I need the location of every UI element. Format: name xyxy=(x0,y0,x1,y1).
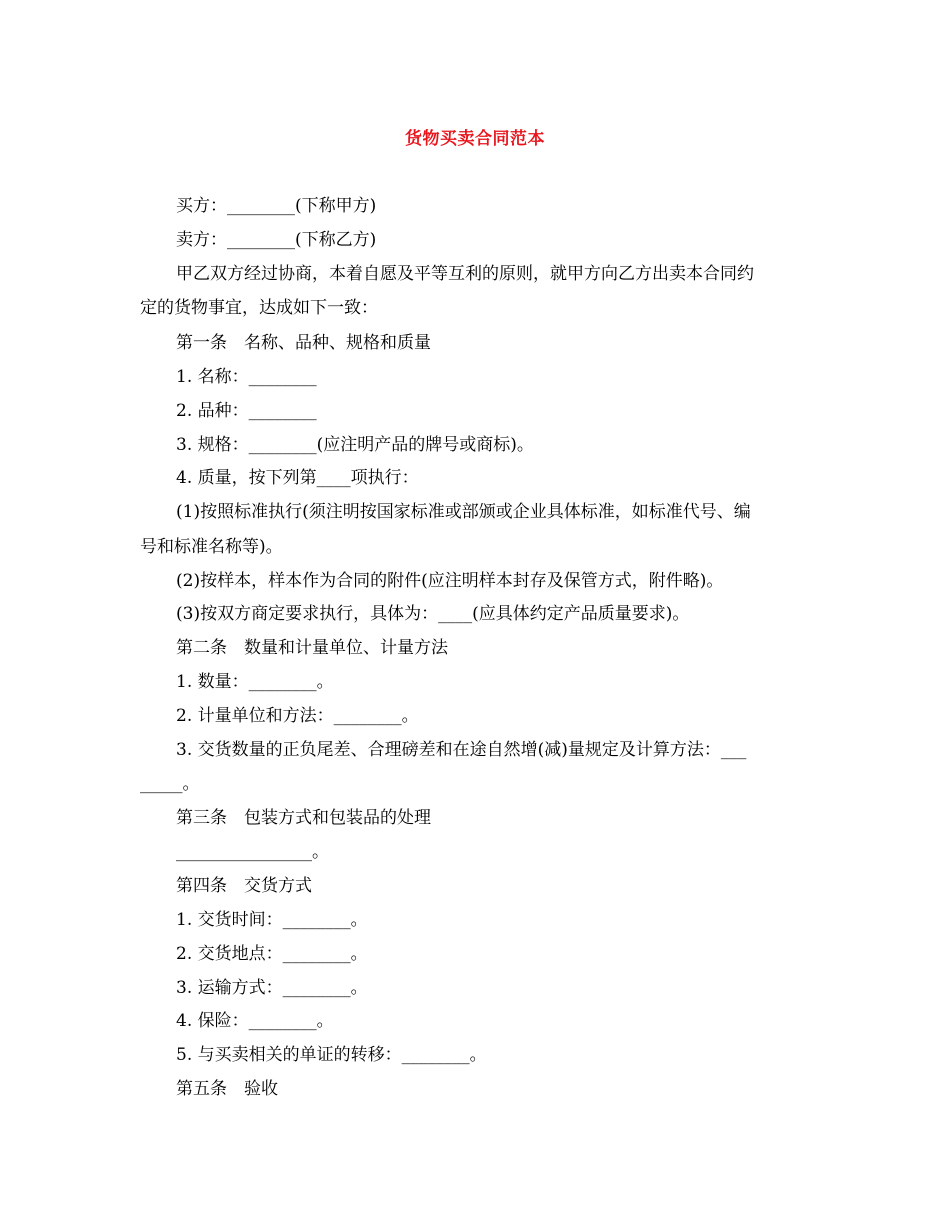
article-1-item-1: 1. 名称：________ xyxy=(176,367,317,387)
buyer-line: 买方：________(下称甲方) xyxy=(176,196,377,216)
article-4-item-1: 1. 交货时间：________。 xyxy=(176,910,368,930)
article-1-item-4: 4. 质量，按下列第____项执行： xyxy=(176,468,419,488)
article-2-item-3-line-1: 3. 交货数量的正负尾差、合理磅差和在途自然增(减)量规定及计算方法：___ xyxy=(176,740,747,760)
article-5-heading: 第五条 验收 xyxy=(176,1079,278,1099)
article-3-heading: 第三条 包装方式和包装品的处理 xyxy=(176,808,431,828)
article-2-item-3-line-2: _____。 xyxy=(140,774,200,794)
article-4-item-5: 5. 与买卖相关的单证的转移：________。 xyxy=(176,1045,487,1065)
preamble-line-1: 甲乙双方经过协商，本着自愿及平等互利的原则，就甲方向乙方出卖本合同约 xyxy=(176,264,754,284)
article-4-heading: 第四条 交货方式 xyxy=(176,876,312,896)
quality-option-1-line-1: (1)按照标准执行(须注明按国家标准或部颁或企业具体标准，如标准代号、编 xyxy=(176,502,751,522)
document-title: 货物买卖合同范本 xyxy=(405,129,545,149)
article-1-item-3: 3. 规格：________(应注明产品的牌号或商标)。 xyxy=(176,435,534,455)
article-4-item-2: 2. 交货地点：________。 xyxy=(176,944,368,964)
article-2-item-2: 2. 计量单位和方法：________。 xyxy=(176,706,419,726)
article-3-blank: ________________。 xyxy=(176,842,329,862)
preamble-line-2: 定的货物事宜，达成如下一致： xyxy=(140,298,378,318)
seller-line: 卖方：________(下称乙方) xyxy=(176,230,377,250)
quality-option-1-line-2: 号和标准名称等)。 xyxy=(140,537,283,557)
quality-option-2: (2)按样本，样本作为合同的附件(应注明样本封存及保管方式，附件略)。 xyxy=(176,571,724,591)
article-2-item-1: 1. 数量：________。 xyxy=(176,672,334,692)
quality-option-3: (3)按双方商定要求执行，具体为：____(应具体约定产品质量要求)。 xyxy=(176,604,690,624)
article-4-item-4: 4. 保险：________。 xyxy=(176,1011,334,1031)
article-1-item-2: 2. 品种：________ xyxy=(176,401,317,421)
article-2-heading: 第二条 数量和计量单位、计量方法 xyxy=(176,638,448,658)
article-1-heading: 第一条 名称、品种、规格和质量 xyxy=(176,333,431,353)
article-4-item-3: 3. 运输方式：________。 xyxy=(176,978,368,998)
